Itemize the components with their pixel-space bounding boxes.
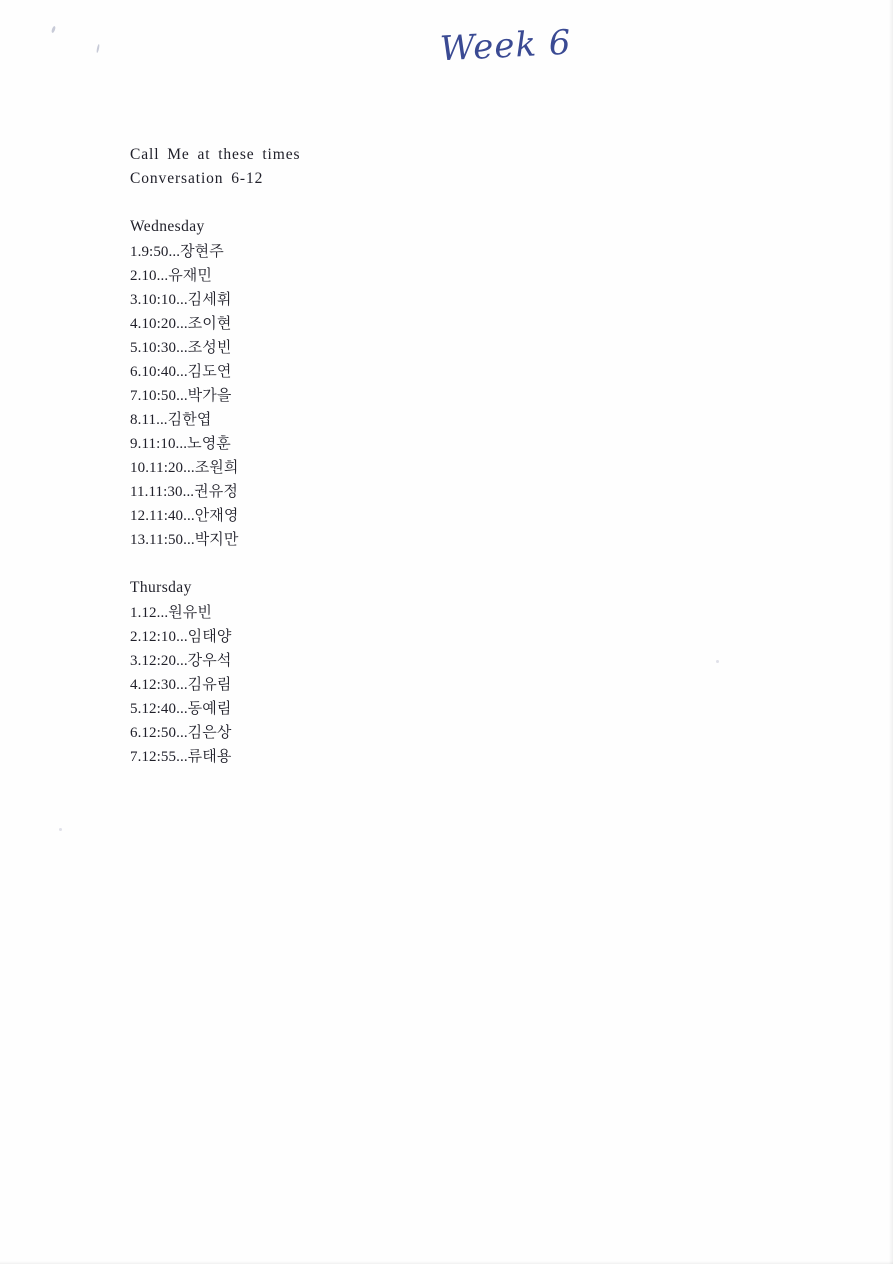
scan-speckle — [51, 26, 56, 34]
section-wednesday — [130, 215, 730, 552]
spacer — [130, 191, 730, 215]
spacer — [130, 552, 730, 576]
list-item: 10.11:20...조원희 — [130, 460, 239, 476]
day-heading-wednesday: Wednesday — [130, 218, 205, 235]
document-body — [130, 143, 730, 769]
list-item: 5.10:30...조성빈 — [130, 340, 232, 356]
scan-speckle — [96, 44, 100, 53]
list-item: 8.11...김한엽 — [130, 412, 212, 428]
list-item: 12.11:40...안재영 — [130, 508, 239, 524]
header-line-1: Call Me at these times — [130, 146, 301, 163]
scan-speckle — [59, 828, 62, 831]
section-thursday — [130, 576, 730, 769]
list-item: 2.12:10...임태양 — [130, 629, 232, 645]
list-item: 13.11:50...박지만 — [130, 532, 239, 548]
list-item: 4.10:20...조이현 — [130, 316, 232, 332]
list-item: 2.10...유재민 — [130, 268, 212, 284]
list-item: 6.12:50...김은상 — [130, 725, 232, 741]
list-item: 3.10:10...김세휘 — [130, 292, 232, 308]
day-heading-thursday: Thursday — [130, 579, 192, 596]
list-item: 1.12...원유빈 — [130, 605, 212, 621]
list-item: 4.12:30...김유림 — [130, 677, 232, 693]
list-item: 9.11:10...노영훈 — [130, 436, 231, 452]
scan-edge-right — [889, 0, 893, 1264]
list-item: 5.12:40...동예림 — [130, 701, 232, 717]
list-item: 7.10:50...박가을 — [130, 388, 232, 404]
list-item: 7.12:55...류태용 — [130, 749, 232, 765]
list-item: 1.9:50...장현주 — [130, 244, 224, 260]
list-item: 11.11:30...권유정 — [130, 484, 238, 500]
list-item: 6.10:40...김도연 — [130, 364, 232, 380]
header-line-2: Conversation 6-12 — [130, 170, 264, 187]
list-item: 3.12:20...강우석 — [130, 653, 232, 669]
handwritten-week-note: Week 6 — [439, 22, 573, 70]
